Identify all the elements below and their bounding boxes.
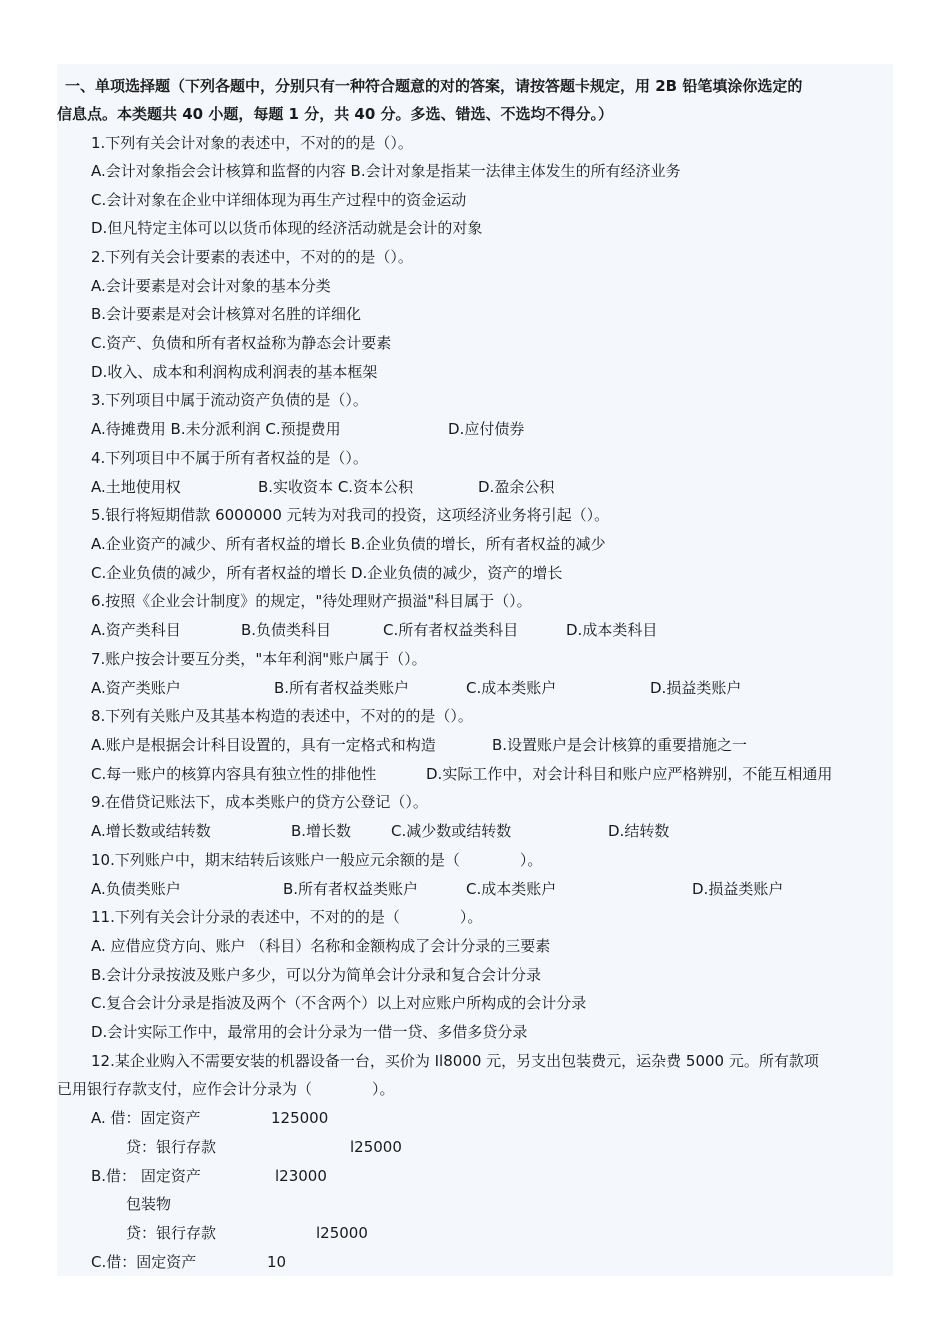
question-11-option-d: D.会计实际工作中，最常用的会计分录为一借一贷、多借多贷分录 (91, 1023, 528, 1041)
question-2-stem: 2.下列有关会计要素的表述中，不对的的是（）。 (91, 248, 413, 266)
question-9-option-d: D.结转数 (608, 822, 670, 840)
option-b-debit-label: B.借： 固定资产 (91, 1167, 201, 1185)
question-8-stem: 8.下列有关账户及其基本构造的表述中，不对的的是（）。 (91, 707, 473, 725)
option-b-credit-amount: l25000 (316, 1224, 368, 1242)
question-6-option-c: C.所有者权益类科目 (383, 621, 519, 639)
question-11-option-b: B.会计分录按波及账户多少，可以分为简单会计分录和复合会计分录 (91, 966, 542, 984)
question-2-option-d: D.收入、成本和利润构成利润表的基本框架 (91, 363, 378, 381)
option-c-debit-label: C.借：固定资产 (91, 1253, 197, 1271)
question-12-option-b-debit (91, 1166, 327, 1186)
option-b-credit-label: 贷：银行存款 (126, 1224, 217, 1242)
question-1-option-c: C.会计对象在企业中详细体现为再生产过程中的资金运动 (91, 191, 467, 209)
question-12-stem-line1: 12.某企业购入不需要安装的机器设备一台，买价为 Il8000 元，另支出包装费元，运杂费 5000 元。所有款项 (91, 1052, 819, 1070)
question-5-option-ab: A.企业资产的减少、所有者权益的增长 B.企业负债的增长，所有者权益的减少 (91, 535, 606, 553)
question-10-option-b: B.所有者权益类账户 (283, 880, 419, 898)
section-heading-line1: 一、单项选择题（下列各题中，分别只有一种符合题意的对的答案，请按答题卡规定，用 2B 铅笔填涂你选定的 (65, 77, 803, 95)
question-6-stem: 6.按照《企业会计制度》的规定，"待处理财产损溢"科目属于（）。 (91, 592, 532, 610)
question-12-stem-line2: 已用银行存款支付，应作会计分录为（ ）。 (57, 1080, 395, 1098)
question-1-option-ab: A.会计对象指会会计核算和监督的内容 B.会计对象是指某一法律主体发生的所有经济业务 (91, 162, 681, 180)
question-7-stem: 7.账户按会计要互分类，"本年利润"账户属于（）。 (91, 650, 427, 668)
question-6-option-d: D.成本类科目 (566, 621, 658, 639)
question-4-option-d: D.盈余公积 (478, 478, 555, 496)
option-a-debit-label: A. 借：固定资产 (91, 1109, 201, 1127)
question-3-stem: 3.下列项目中属于流动资产负债的是（）。 (91, 391, 368, 409)
question-12-option-b-credit (126, 1223, 368, 1243)
question-9-option-b: B.增长数 (291, 822, 352, 840)
question-9-option-c: C.减少数或结转数 (391, 822, 512, 840)
question-7-option-d: D.损益类账户 (650, 679, 742, 697)
question-12-option-a-credit (126, 1137, 402, 1157)
option-c-debit-amount: 10 (267, 1253, 287, 1271)
question-4-options-row (91, 477, 555, 497)
question-6-option-a: A.资产类科目 (91, 621, 181, 639)
question-7-option-c: C.成本类账户 (466, 679, 557, 697)
question-8-option-a: A.账户是根据会计科目设置的，具有一定格式和构造 (91, 736, 436, 754)
question-3-option-d: D.应付债券 (448, 420, 525, 438)
question-2-option-c: C.资产、负债和所有者权益称为静态会计要素 (91, 334, 392, 352)
question-10-options-row (91, 879, 784, 899)
question-2-option-a: A.会计要素是对会计对象的基本分类 (91, 277, 331, 295)
question-1-option-d: D.但凡特定主体可以以货币体现的经济活动就是会计的对象 (91, 219, 483, 237)
question-9-stem: 9.在借贷记账法下，成本类账户的贷方公登记（）。 (91, 793, 428, 811)
question-5-option-cd: C.企业负债的减少，所有者权益的增长 D.企业负债的减少，资产的增长 (91, 564, 563, 582)
question-6-option-b: B.负债类科目 (241, 621, 332, 639)
question-5-stem: 5.银行将短期借款 6000000 元转为对我司的投资，这项经济业务将引起（）。 (91, 506, 610, 524)
question-3-option-abc: A.待摊费用 B.未分派利润 C.预提费用 (91, 420, 341, 438)
question-9-options-row (91, 821, 670, 841)
question-8-option-b: B.设置账户是会计核算的重要措施之一 (492, 736, 748, 754)
question-8-option-c: C.每一账户的核算内容具有独立性的排他性 (91, 765, 377, 783)
option-a-credit-amount: l25000 (350, 1138, 402, 1156)
question-12-option-b-debit2: 包装物 (126, 1195, 172, 1213)
question-10-stem: 10.下列账户中，期末结转后该账户一般应元余额的是（ ）。 (91, 851, 543, 869)
question-11-option-c: C.复合会计分录是指波及两个（不含两个）以上对应账户所构成的会计分录 (91, 994, 587, 1012)
question-4-stem: 4.下列项目中不属于所有者权益的是（）。 (91, 449, 368, 467)
question-7-option-a: A.资产类账户 (91, 679, 181, 697)
question-10-option-a: A.负债类账户 (91, 880, 181, 898)
question-2-option-b: B.会计要素是对会计核算对名胜的详细化 (91, 305, 362, 323)
question-10-option-c: C.成本类账户 (466, 880, 557, 898)
question-3-options-row (91, 419, 525, 439)
question-8-options-row2 (91, 764, 833, 784)
question-10-option-d: D.损益类账户 (692, 880, 784, 898)
option-a-credit-label: 贷：银行存款 (126, 1138, 217, 1156)
question-7-option-b: B.所有者权益类账户 (274, 679, 410, 697)
question-7-options-row (91, 678, 742, 698)
question-6-options-row (91, 620, 658, 640)
question-11-stem: 11.下列有关会计分录的表述中，不对的的是（ ）。 (91, 908, 483, 926)
question-12-option-c-debit (91, 1252, 287, 1272)
question-4-option-a: A.土地使用权 (91, 478, 181, 496)
question-1-stem: 1.下列有关会计对象的表述中，不对的的是（）。 (91, 134, 413, 152)
question-8-option-d: D.实际工作中，对会计科目和账户应严格辨别，不能互相通用 (426, 765, 833, 783)
question-9-option-a: A.增长数或结转数 (91, 822, 211, 840)
section-heading-line2: 信息点。本类题共 40 小题，每题 1 分，共 40 分。多选、错选、不选均不得分。） (57, 105, 614, 123)
question-12-option-a-debit (91, 1108, 329, 1128)
option-b-debit-amount: l23000 (275, 1167, 327, 1185)
question-4-option-bc: B.实收资本 C.资本公积 (258, 478, 414, 496)
question-8-options-row1 (91, 735, 748, 755)
question-11-option-a: A. 应借应贷方向、账户 （科目）名称和金额构成了会计分录的三要素 (91, 937, 551, 955)
option-a-debit-amount: 125000 (271, 1109, 329, 1127)
